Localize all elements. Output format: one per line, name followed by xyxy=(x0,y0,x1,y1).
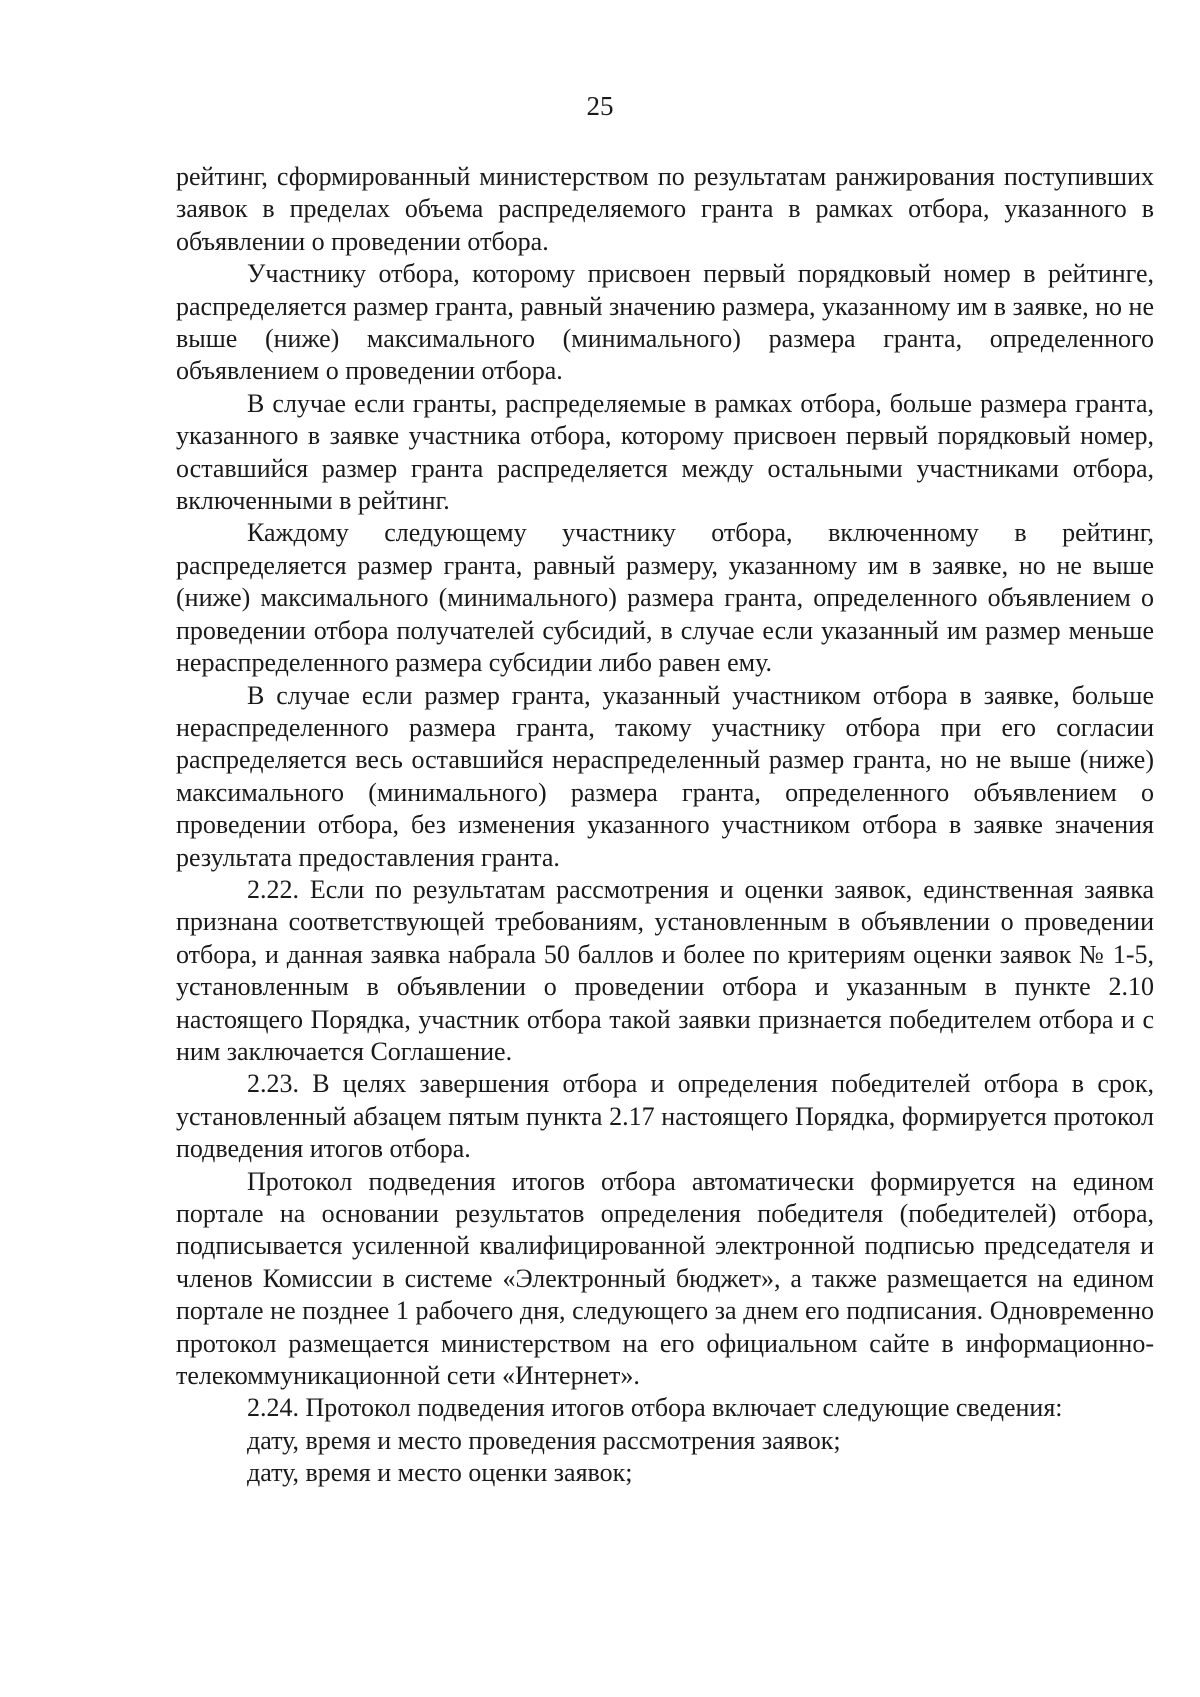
paragraph-protocol-formation: Протокол подведения итогов отбора автоматически формируется на едином портале на основании результатов определения победителя (победителей) отбора, подписывается усиленной квалифицированной электронной подписью председателя и членов Комиссии в системе «Электронный бюджет», а также размещается на едином портале не позднее 1 рабочего дня, следующего за днем его подписания. Одновременно протокол размещается министерством на его официальном сайте в информационно-телекоммуникационной сети «Интернет». xyxy=(176,1166,1154,1391)
paragraph-first-rank-grant: Участнику отбора, которому присвоен первый порядковый номер в рейтинге, распределяется размер гранта, равный значению размера, указанному им в заявке, но не выше (ниже) максимального (минимального) размера гранта, определенного объявлением о проведении отбора. xyxy=(176,259,1154,386)
paragraph-clause-2-23: 2.23. В целях завершения отбора и определения победителей отбора в срок, установленный абзацем пятым пункта 2.17 настоящего Порядка, формируется протокол подведения итогов отбора. xyxy=(176,1069,1154,1164)
document-body xyxy=(176,161,1154,1490)
paragraph-clause-2-22: 2.22. Если по результатам рассмотрения и оценки заявок, единственная заявка признана соответствующей требованиям, установленным в объявлении о проведении отбора, и данная заявка набрала 50 баллов и более по критериям оценки заявок № 1-5, установленным в объявлении о проведении отбора и указанным в пункте 2.10 настоящего Порядка, участник отбора такой заявки признается победителем отбора и с ним заключается Соглашение. xyxy=(176,874,1154,1066)
list-item-evaluation-date: дату, время и место оценки заявок; xyxy=(247,1458,633,1488)
paragraph-continuation: рейтинг, сформированный министерством по результатам ранжирования поступивших заявок в пределах объема распределяемого гранта в рамках отбора, указанного в объявлении о проведении отбора. xyxy=(176,162,1154,256)
paragraph-remaining-grant: В случае если гранты, распределяемые в рамках отбора, больше размера гранта, указанного в заявке участника отбора, которому присвоен первый порядковый номер, оставшийся размер гранта распределяется между остальными участниками отбора, включенными в рейтинг. xyxy=(176,388,1154,516)
paragraph-exceeding-request: В случае если размер гранта, указанный участником отбора в заявке, больше нераспределенного размера гранта, такому участнику отбора при его согласии распределяется весь оставшийся нераспределенный размер гранта, но не выше (ниже) максимального (минимального) размера гранта, определенного объявлением о проведении отбора, без изменения указанного участником отбора в заявке значения результата предоставления гранта. xyxy=(176,680,1154,872)
paragraph-clause-2-24: 2.24. Протокол подведения итогов отбора включает следующие сведения: xyxy=(247,1393,1063,1423)
page-number: 25 xyxy=(586,91,614,121)
list-item-review-date: дату, время и место проведения рассмотрения заявок; xyxy=(247,1425,841,1455)
paragraph-next-participant: Каждому следующему участнику отбора, включенному в рейтинг, распределяется размер гранта, равный размеру, указанному им в заявке, но не выше (ниже) максимального (минимального) размера гранта, определенного объявлением о проведении отбора получателей субсидий, в случае если указанный им размер меньше нераспределенного размера субсидии либо равен ему. xyxy=(176,518,1154,678)
